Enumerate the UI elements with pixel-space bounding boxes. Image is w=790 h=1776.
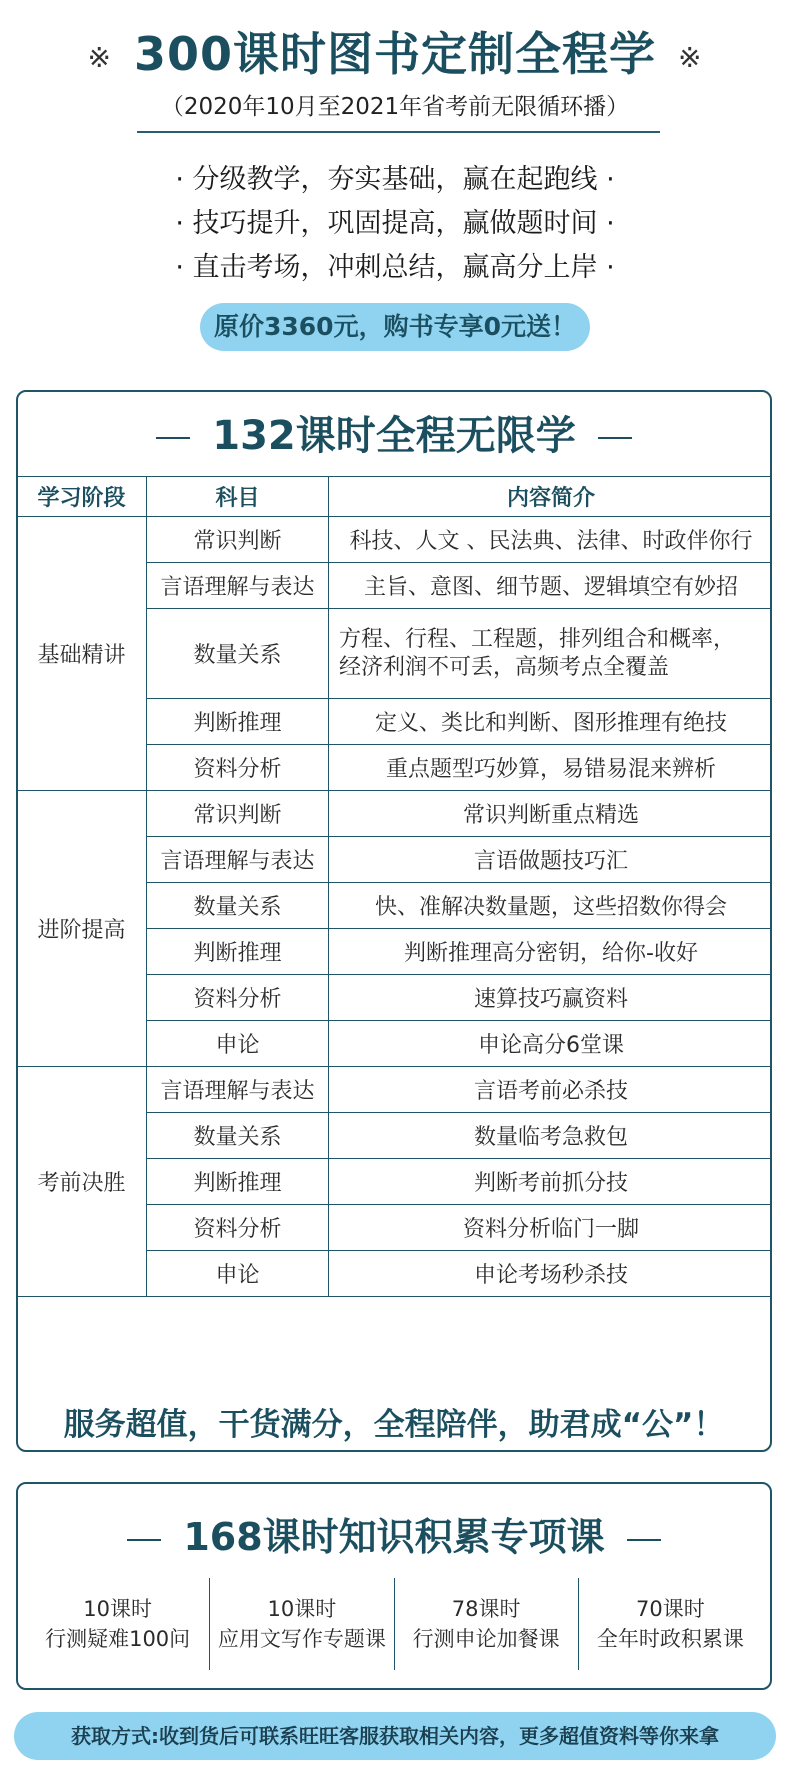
main-title — [0, 18, 790, 84]
course-hours: 78课时 — [451, 1597, 521, 1621]
content-cell: 判断考前抓分技 — [329, 1159, 773, 1205]
course-table — [16, 476, 772, 1297]
subject-cell: 申论 — [147, 1021, 329, 1067]
content-cell: 快、准解决数量题，这些招数你得会 — [329, 883, 773, 929]
content-cell: 科技、人文 、民法典、法律、时政伴你行 — [329, 517, 773, 563]
course-name: 全年时政积累课 — [596, 1627, 744, 1651]
subject-cell: 判断推理 — [147, 1159, 329, 1205]
content-cell: 言语考前必杀技 — [329, 1067, 773, 1113]
subject-cell: 判断推理 — [147, 699, 329, 745]
course-hours: 70课时 — [636, 1597, 705, 1621]
subject-cell: 资料分析 — [147, 975, 329, 1021]
table-row — [17, 1067, 773, 1113]
subject-cell: 申论 — [147, 1251, 329, 1297]
title-dash-right — [598, 437, 632, 439]
content-line: 经济利润不可丢，高频考点全覆盖 — [339, 654, 670, 680]
content-cell: 主旨、意图、细节题、逻辑填空有妙招 — [329, 563, 773, 609]
special-panel-title — [18, 1506, 770, 1561]
subject-cell: 言语理解与表达 — [147, 1067, 329, 1113]
course-schedule-panel — [16, 390, 772, 1452]
title-dash-left — [156, 437, 190, 439]
course-name: 行测申论加餐课 — [412, 1627, 560, 1651]
subject-cell: 数量关系 — [147, 883, 329, 929]
subject-cell: 常识判断 — [147, 517, 329, 563]
subject-cell: 言语理解与表达 — [147, 837, 329, 883]
course-name: 行测疑难100问 — [45, 1627, 191, 1651]
subject-cell: 言语理解与表达 — [147, 563, 329, 609]
header-subject: 科目 — [147, 477, 329, 517]
course-card — [209, 1578, 393, 1670]
special-panel-title-text: 168课时知识积累专项课 — [183, 1515, 605, 1559]
stage-cell: 基础精讲 — [17, 517, 147, 791]
content-cell: 申论高分6堂课 — [329, 1021, 773, 1067]
schedule-panel-title-text: 132课时全程无限学 — [212, 413, 576, 459]
title-dash-left — [127, 1539, 161, 1541]
table-row — [17, 517, 773, 563]
stage-cell: 考前决胜 — [17, 1067, 147, 1297]
course-card-list — [26, 1578, 762, 1670]
schedule-panel-title — [18, 404, 770, 461]
schedule-subtitle: （2020年10月至2021年省考前无限循环播） — [160, 94, 630, 120]
subject-cell: 常识判断 — [147, 791, 329, 837]
content-cell: 资料分析临门一脚 — [329, 1205, 773, 1251]
service-slogan: 服务超值，干货满分，全程陪伴，助君成“公”！ — [63, 1407, 725, 1443]
price-badge: 原价3360元，购书专享0元送！ — [200, 303, 590, 351]
slogan-list — [0, 158, 790, 290]
title-divider — [137, 131, 660, 133]
subject-cell: 数量关系 — [147, 1113, 329, 1159]
content-cell: 判断推理高分密钥，给你-收好 — [329, 929, 773, 975]
slogan-line: · 直击考场，冲刺总结，赢高分上岸 · — [175, 252, 615, 283]
table-header-row — [17, 477, 773, 517]
content-cell: 速算技巧赢资料 — [329, 975, 773, 1021]
subject-cell: 数量关系 — [147, 609, 329, 699]
asterisk-right-icon: ※ — [678, 41, 703, 74]
course-card — [578, 1578, 762, 1670]
content-line: 方程、行程、工程题，排列组合和概率， — [339, 626, 736, 652]
get-method-banner: 获取方式:收到货后可联系旺旺客服获取相关内容，更多超值资料等你来拿 — [14, 1712, 776, 1760]
content-cell: 言语做题技巧汇 — [329, 837, 773, 883]
course-hours: 10课时 — [83, 1597, 152, 1621]
course-name: 应用文写作专题课 — [217, 1627, 386, 1651]
course-hours: 10课时 — [267, 1597, 337, 1621]
content-cell: 定义、类比和判断、图形推理有绝技 — [329, 699, 773, 745]
subject-cell: 判断推理 — [147, 929, 329, 975]
subject-cell: 资料分析 — [147, 745, 329, 791]
table-row — [17, 791, 773, 837]
course-card — [394, 1578, 578, 1670]
subject-cell: 资料分析 — [147, 1205, 329, 1251]
content-cell: 常识判断重点精选 — [329, 791, 773, 837]
title-dash-right — [627, 1539, 661, 1541]
content-cell — [329, 609, 773, 699]
content-cell: 申论考场秒杀技 — [329, 1251, 773, 1297]
main-title-text: 300课时图书定制全程学 — [133, 27, 657, 81]
content-cell: 重点题型巧妙算，易错易混来辨析 — [329, 745, 773, 791]
slogan-line: · 技巧提升，巩固提高，赢做题时间 · — [175, 208, 615, 239]
header-stage: 学习阶段 — [17, 477, 147, 517]
stage-cell: 进阶提高 — [17, 791, 147, 1067]
content-cell: 数量临考急救包 — [329, 1113, 773, 1159]
header-content: 内容简介 — [329, 477, 773, 517]
course-card — [26, 1578, 209, 1670]
asterisk-left-icon: ※ — [87, 41, 112, 74]
special-course-panel — [16, 1482, 772, 1690]
slogan-line: · 分级教学，夯实基础，赢在起跑线 · — [175, 164, 615, 195]
